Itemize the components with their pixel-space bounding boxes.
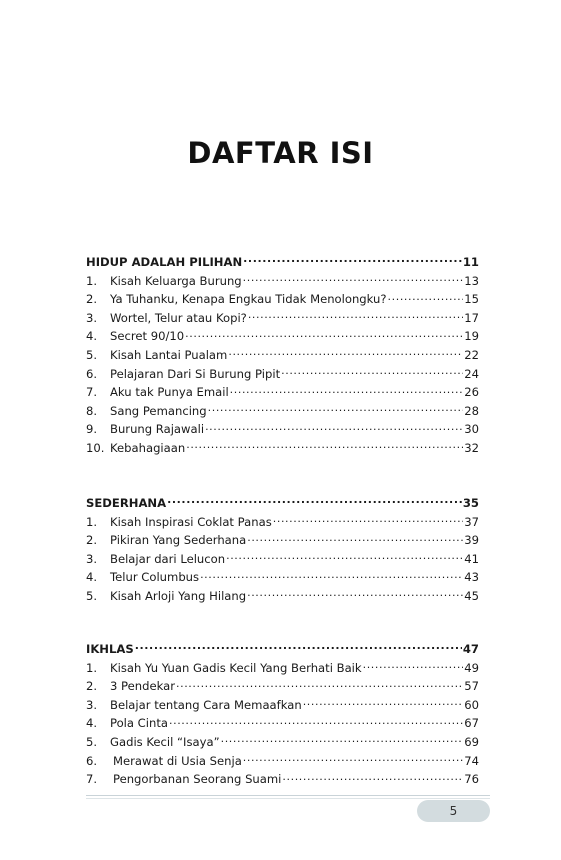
entry-number: 3. bbox=[86, 551, 98, 566]
entry-page: 13 bbox=[464, 273, 479, 288]
section-heading-page: 35 bbox=[462, 496, 479, 510]
entry-page: 45 bbox=[464, 588, 479, 603]
entry-page: 28 bbox=[464, 403, 479, 418]
toc-entry[interactable] bbox=[86, 550, 479, 569]
entry-page: 37 bbox=[464, 514, 479, 529]
entry-title: Ya Tuhanku, Kenapa Engkau Tidak Menolongku? bbox=[110, 292, 387, 307]
entry-title: Pikiran Yang Sederhana bbox=[110, 533, 247, 548]
entry-page: 43 bbox=[464, 570, 479, 585]
entry-title: Telur Columbus bbox=[110, 570, 200, 585]
page-number-badge: 5 bbox=[417, 800, 490, 822]
entry-title: Kisah Lantai Pualam bbox=[110, 347, 228, 362]
entry-page: 17 bbox=[464, 310, 479, 325]
dot-leader bbox=[243, 753, 463, 765]
entry-number: 10. bbox=[86, 440, 105, 455]
entry-title: Belajar tentang Cara Memaafkan bbox=[110, 697, 302, 712]
entry-page: 15 bbox=[464, 292, 479, 307]
toc-section-ikhlas bbox=[86, 640, 479, 789]
toc-entry[interactable] bbox=[86, 513, 479, 532]
entry-page: 26 bbox=[464, 385, 479, 400]
section-heading-text: HIDUP ADALAH PILIHAN bbox=[86, 255, 243, 269]
dot-leader bbox=[247, 532, 463, 544]
entry-number: 9. bbox=[86, 422, 98, 437]
toc-entry[interactable] bbox=[86, 733, 479, 752]
dot-leader bbox=[303, 697, 464, 709]
dot-leader bbox=[228, 347, 463, 359]
entry-title: Kisah Arloji Yang Hilang bbox=[110, 588, 247, 603]
dot-leader bbox=[230, 384, 464, 396]
dot-leader bbox=[135, 641, 462, 653]
toc-entry[interactable] bbox=[86, 402, 479, 421]
entry-page: 39 bbox=[464, 533, 479, 548]
entry-number: 4. bbox=[86, 329, 98, 344]
toc-entry[interactable] bbox=[86, 383, 479, 402]
dot-leader bbox=[169, 715, 463, 727]
dot-leader bbox=[248, 310, 463, 322]
entry-page: 49 bbox=[464, 660, 479, 675]
dot-leader bbox=[176, 678, 463, 690]
entry-title: Kisah Yu Yuan Gadis Kecil Yang Berhati Baik bbox=[110, 660, 362, 675]
entry-number: 3. bbox=[86, 310, 98, 325]
entry-page: 60 bbox=[464, 697, 479, 712]
entry-number: 1. bbox=[86, 514, 98, 529]
entry-title: Sang Pemancing bbox=[110, 403, 207, 418]
footer-divider bbox=[86, 795, 490, 796]
entry-page: 41 bbox=[464, 551, 479, 566]
entry-title: Burung Rajawali bbox=[110, 422, 205, 437]
section-heading-text: SEDERHANA bbox=[86, 496, 167, 510]
dot-leader bbox=[226, 551, 463, 563]
dot-leader bbox=[281, 366, 463, 378]
toc-entry[interactable] bbox=[86, 531, 479, 550]
toc-entry[interactable] bbox=[86, 587, 479, 606]
entry-number: 6. bbox=[86, 366, 98, 381]
entry-number: 4. bbox=[86, 716, 98, 731]
toc-entry[interactable] bbox=[86, 365, 479, 384]
entry-page: 76 bbox=[464, 772, 479, 787]
entry-number: 8. bbox=[86, 403, 98, 418]
entry-title: Aku tak Punya Email bbox=[110, 385, 229, 400]
entry-number: 1. bbox=[86, 660, 98, 675]
toc-entry[interactable] bbox=[86, 696, 479, 715]
entry-number: 2. bbox=[86, 292, 98, 307]
toc-entry[interactable] bbox=[86, 272, 479, 291]
toc-entry[interactable] bbox=[86, 568, 479, 587]
toc-entry[interactable] bbox=[86, 327, 479, 346]
toc-entry[interactable] bbox=[86, 770, 479, 789]
entry-title: Secret 90/10 bbox=[110, 329, 185, 344]
entry-number: 5. bbox=[86, 734, 98, 749]
entry-number: 7. bbox=[86, 772, 98, 787]
toc-section-hidup-adalah-pilihan bbox=[86, 253, 479, 458]
dot-leader bbox=[221, 734, 464, 746]
entry-title: Kisah Inspirasi Coklat Panas bbox=[110, 514, 272, 529]
entry-title: Belajar dari Lelucon bbox=[110, 551, 226, 566]
toc-entry[interactable] bbox=[86, 290, 479, 309]
dot-leader bbox=[167, 495, 462, 507]
dot-leader bbox=[363, 660, 464, 672]
page-title: DAFTAR ISI bbox=[187, 136, 374, 170]
entry-number: 4. bbox=[86, 570, 98, 585]
entry-title: Pola Cinta bbox=[110, 716, 168, 731]
entry-page: 69 bbox=[464, 734, 479, 749]
entry-number: 3. bbox=[86, 697, 98, 712]
toc-entry[interactable] bbox=[86, 659, 479, 678]
toc-entry[interactable] bbox=[86, 752, 479, 771]
entry-page: 67 bbox=[464, 716, 479, 731]
dot-leader bbox=[208, 403, 464, 415]
entry-page: 30 bbox=[464, 422, 479, 437]
dot-leader bbox=[388, 291, 464, 303]
entry-title: Wortel, Telur atau Kopi? bbox=[110, 310, 247, 325]
entry-page: 19 bbox=[464, 329, 479, 344]
entry-number: 6. bbox=[86, 753, 98, 768]
section-heading-page: 47 bbox=[462, 642, 479, 656]
toc-section-heading[interactable] bbox=[86, 640, 479, 659]
toc-section-sederhana bbox=[86, 494, 479, 606]
dot-leader bbox=[205, 421, 463, 433]
entry-page: 22 bbox=[464, 347, 479, 362]
entry-title: Kebahagiaan bbox=[110, 440, 186, 455]
dot-leader bbox=[282, 771, 463, 783]
entry-number: 1. bbox=[86, 273, 98, 288]
entry-title: Pelajaran Dari Si Burung Pipit bbox=[110, 366, 281, 381]
toc-entry[interactable] bbox=[86, 420, 479, 439]
dot-leader bbox=[247, 588, 463, 600]
dot-leader bbox=[243, 273, 464, 285]
toc-entry[interactable] bbox=[86, 677, 479, 696]
entry-number: 2. bbox=[86, 533, 98, 548]
entry-page: 74 bbox=[464, 753, 479, 768]
toc-entry[interactable] bbox=[86, 714, 479, 733]
toc-entry[interactable] bbox=[86, 439, 479, 458]
toc-section-heading[interactable] bbox=[86, 494, 479, 513]
entry-page: 57 bbox=[464, 679, 479, 694]
dot-leader bbox=[185, 328, 463, 340]
toc-entry[interactable] bbox=[86, 346, 479, 365]
entry-title: Pengorbanan Seorang Suami bbox=[113, 772, 282, 787]
toc-entry[interactable] bbox=[86, 309, 479, 328]
entry-title: Merawat di Usia Senja bbox=[113, 753, 242, 768]
toc-section-heading[interactable] bbox=[86, 253, 479, 272]
entry-number: 2. bbox=[86, 679, 98, 694]
entry-number: 5. bbox=[86, 347, 98, 362]
dot-leader bbox=[200, 569, 463, 581]
dot-leader bbox=[186, 440, 463, 452]
section-heading-text: IKHLAS bbox=[86, 642, 134, 656]
entry-title: Kisah Keluarga Burung bbox=[110, 273, 242, 288]
entry-page: 32 bbox=[464, 440, 479, 455]
entry-number: 7. bbox=[86, 385, 98, 400]
entry-title: Gadis Kecil “Isaya” bbox=[110, 734, 220, 749]
entry-title: 3 Pendekar bbox=[110, 679, 175, 694]
entry-number: 5. bbox=[86, 588, 98, 603]
entry-page: 24 bbox=[464, 366, 479, 381]
dot-leader bbox=[243, 254, 462, 266]
dot-leader bbox=[273, 514, 463, 526]
footer-divider bbox=[86, 798, 490, 799]
section-heading-page: 11 bbox=[462, 255, 479, 269]
